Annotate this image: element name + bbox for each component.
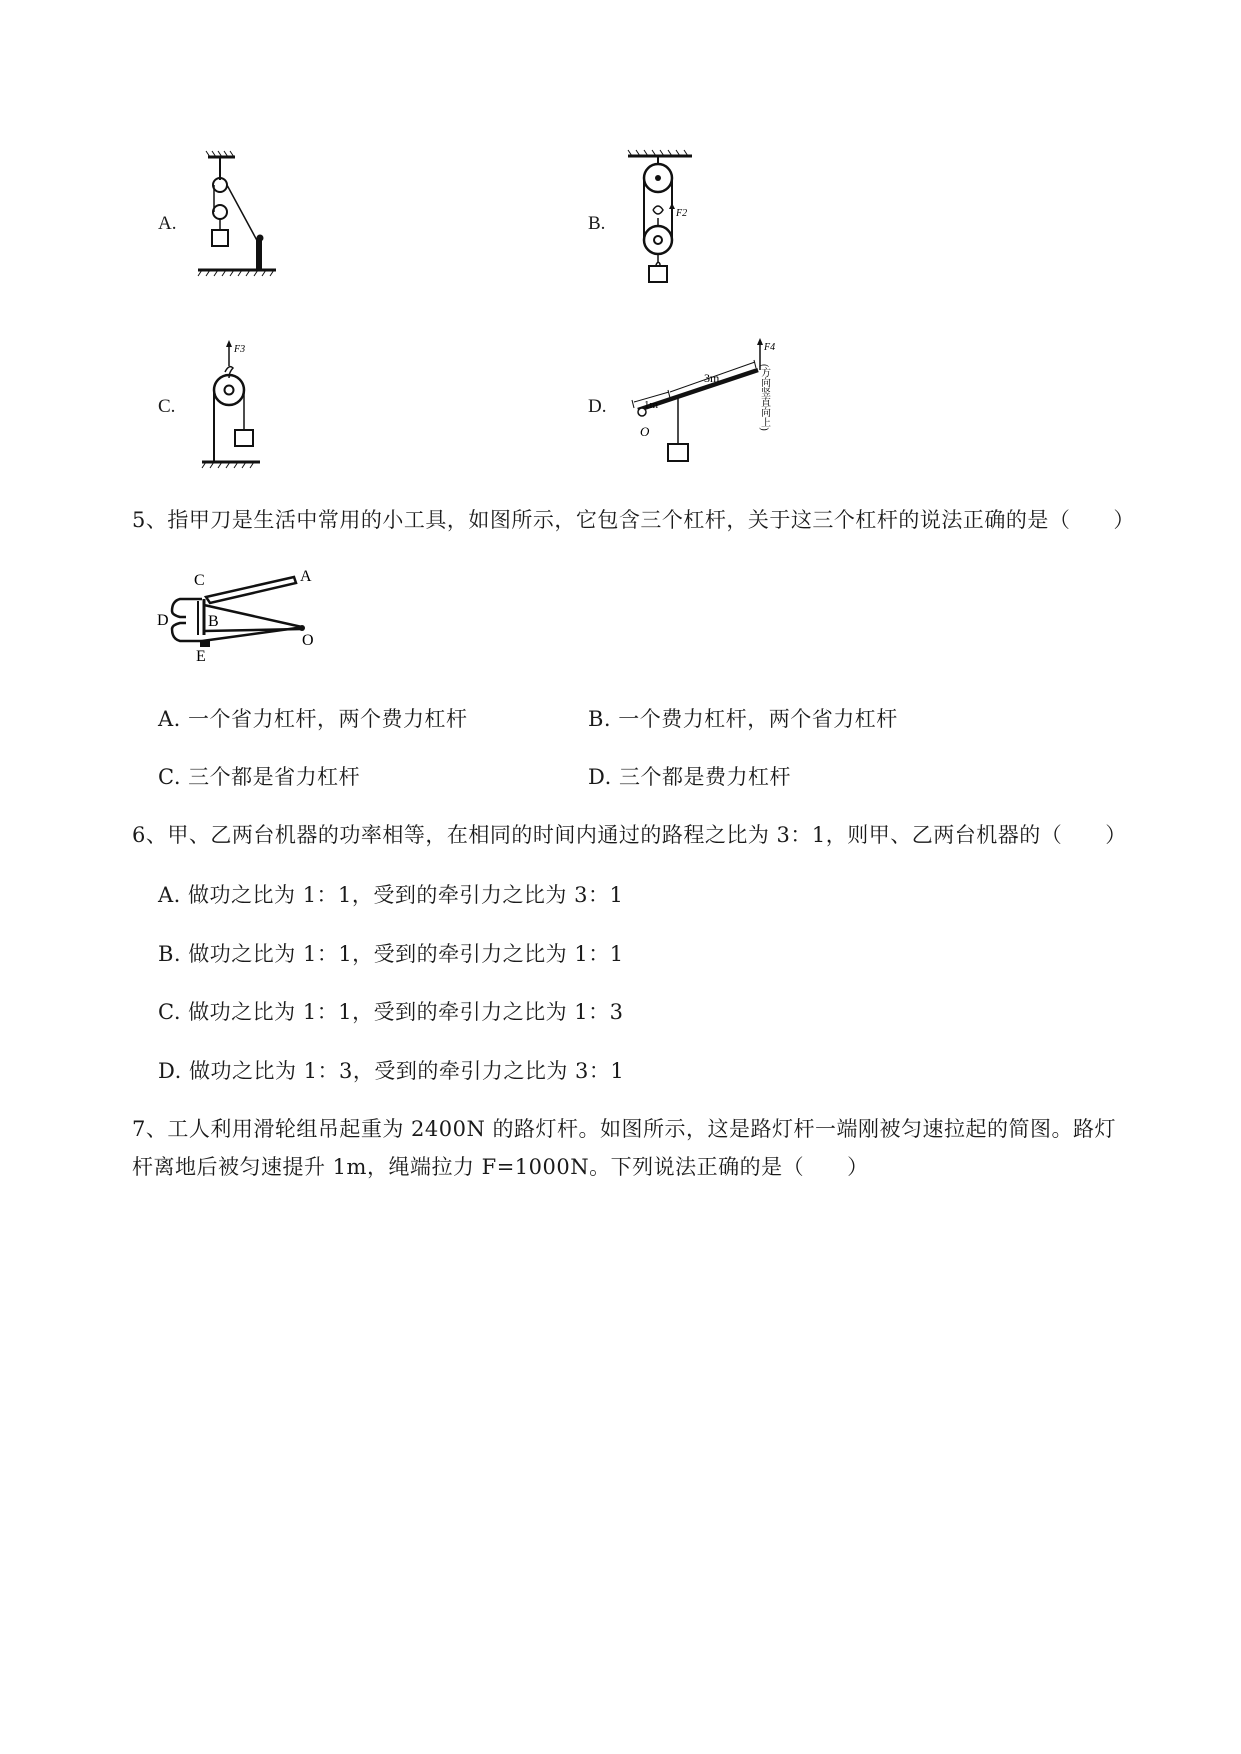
- question-6-stem: 6、甲、乙两台机器的功率相等，在相同的时间内通过的路程之比为 3：1，则甲、乙两台机器的（ ）: [132, 823, 1127, 847]
- question-5-choice-c[interactable]: C. 三个都是省力杠杆: [158, 765, 361, 789]
- clipper-label-d: D: [157, 612, 169, 629]
- nail-clipper-figure: [154, 565, 334, 665]
- question-6-choice-b[interactable]: B. 做功之比为 1：1，受到的牵引力之比为 1：1: [158, 942, 624, 966]
- dim-3m-label: 3m: [704, 371, 720, 385]
- question-7-stem-line-2: 杆离地后被匀速提升 1m，绳端拉力 F=1000N。下列说法正确的是（ ）: [132, 1155, 869, 1179]
- force-f4-direction-note: (方向竖直向上): [758, 364, 770, 431]
- force-f3-label: F3: [234, 344, 246, 355]
- question-6-choice-a[interactable]: A. 做功之比为 1：1，受到的牵引力之比为 3：1: [158, 883, 624, 907]
- lever-figure-d: [630, 334, 800, 469]
- pivot-o-label: O: [640, 424, 650, 439]
- clipper-label-c: C: [194, 572, 205, 589]
- dim-1m-label: 1m: [644, 399, 659, 411]
- question-6-choice-d[interactable]: D. 做功之比为 1：3，受到的牵引力之比为 3：1: [158, 1059, 625, 1083]
- question-6-choice-c[interactable]: C. 做功之比为 1：1，受到的牵引力之比为 1：3: [158, 1000, 624, 1024]
- question-5-choice-d[interactable]: D. 三个都是费力杠杆: [588, 765, 791, 789]
- question-5-stem: 5、指甲刀是生活中常用的小工具，如图所示，它包含三个杠杆，关于这三个杠杆的说法正确的是（ ）: [132, 508, 1135, 532]
- option-b-label: B.: [588, 213, 606, 234]
- pulley-figure-c: [196, 338, 276, 478]
- clipper-label-a: A: [300, 568, 312, 585]
- option-a-label: A.: [158, 213, 177, 234]
- question-5-choice-b[interactable]: B. 一个费力杠杆，两个省力杠杆: [588, 707, 898, 731]
- clipper-label-e: E: [196, 648, 206, 665]
- force-f2-label: F2: [676, 208, 688, 219]
- question-5-choice-a[interactable]: A. 一个省力杠杆，两个费力杠杆: [158, 707, 468, 731]
- force-f4-label: F4: [764, 342, 776, 353]
- option-c-label: C.: [158, 396, 176, 417]
- pulley-figure-a: [190, 150, 280, 280]
- clipper-label-b: B: [208, 613, 219, 630]
- question-7-stem-line-1: 7、工人利用滑轮组吊起重为 2400N 的路灯杆。如图所示，这是路灯杆一端刚被匀速拉起的简图。路灯: [132, 1117, 1117, 1141]
- pulley-figure-b: [620, 148, 700, 288]
- option-d-label: D.: [588, 396, 607, 417]
- clipper-label-o: O: [302, 632, 314, 649]
